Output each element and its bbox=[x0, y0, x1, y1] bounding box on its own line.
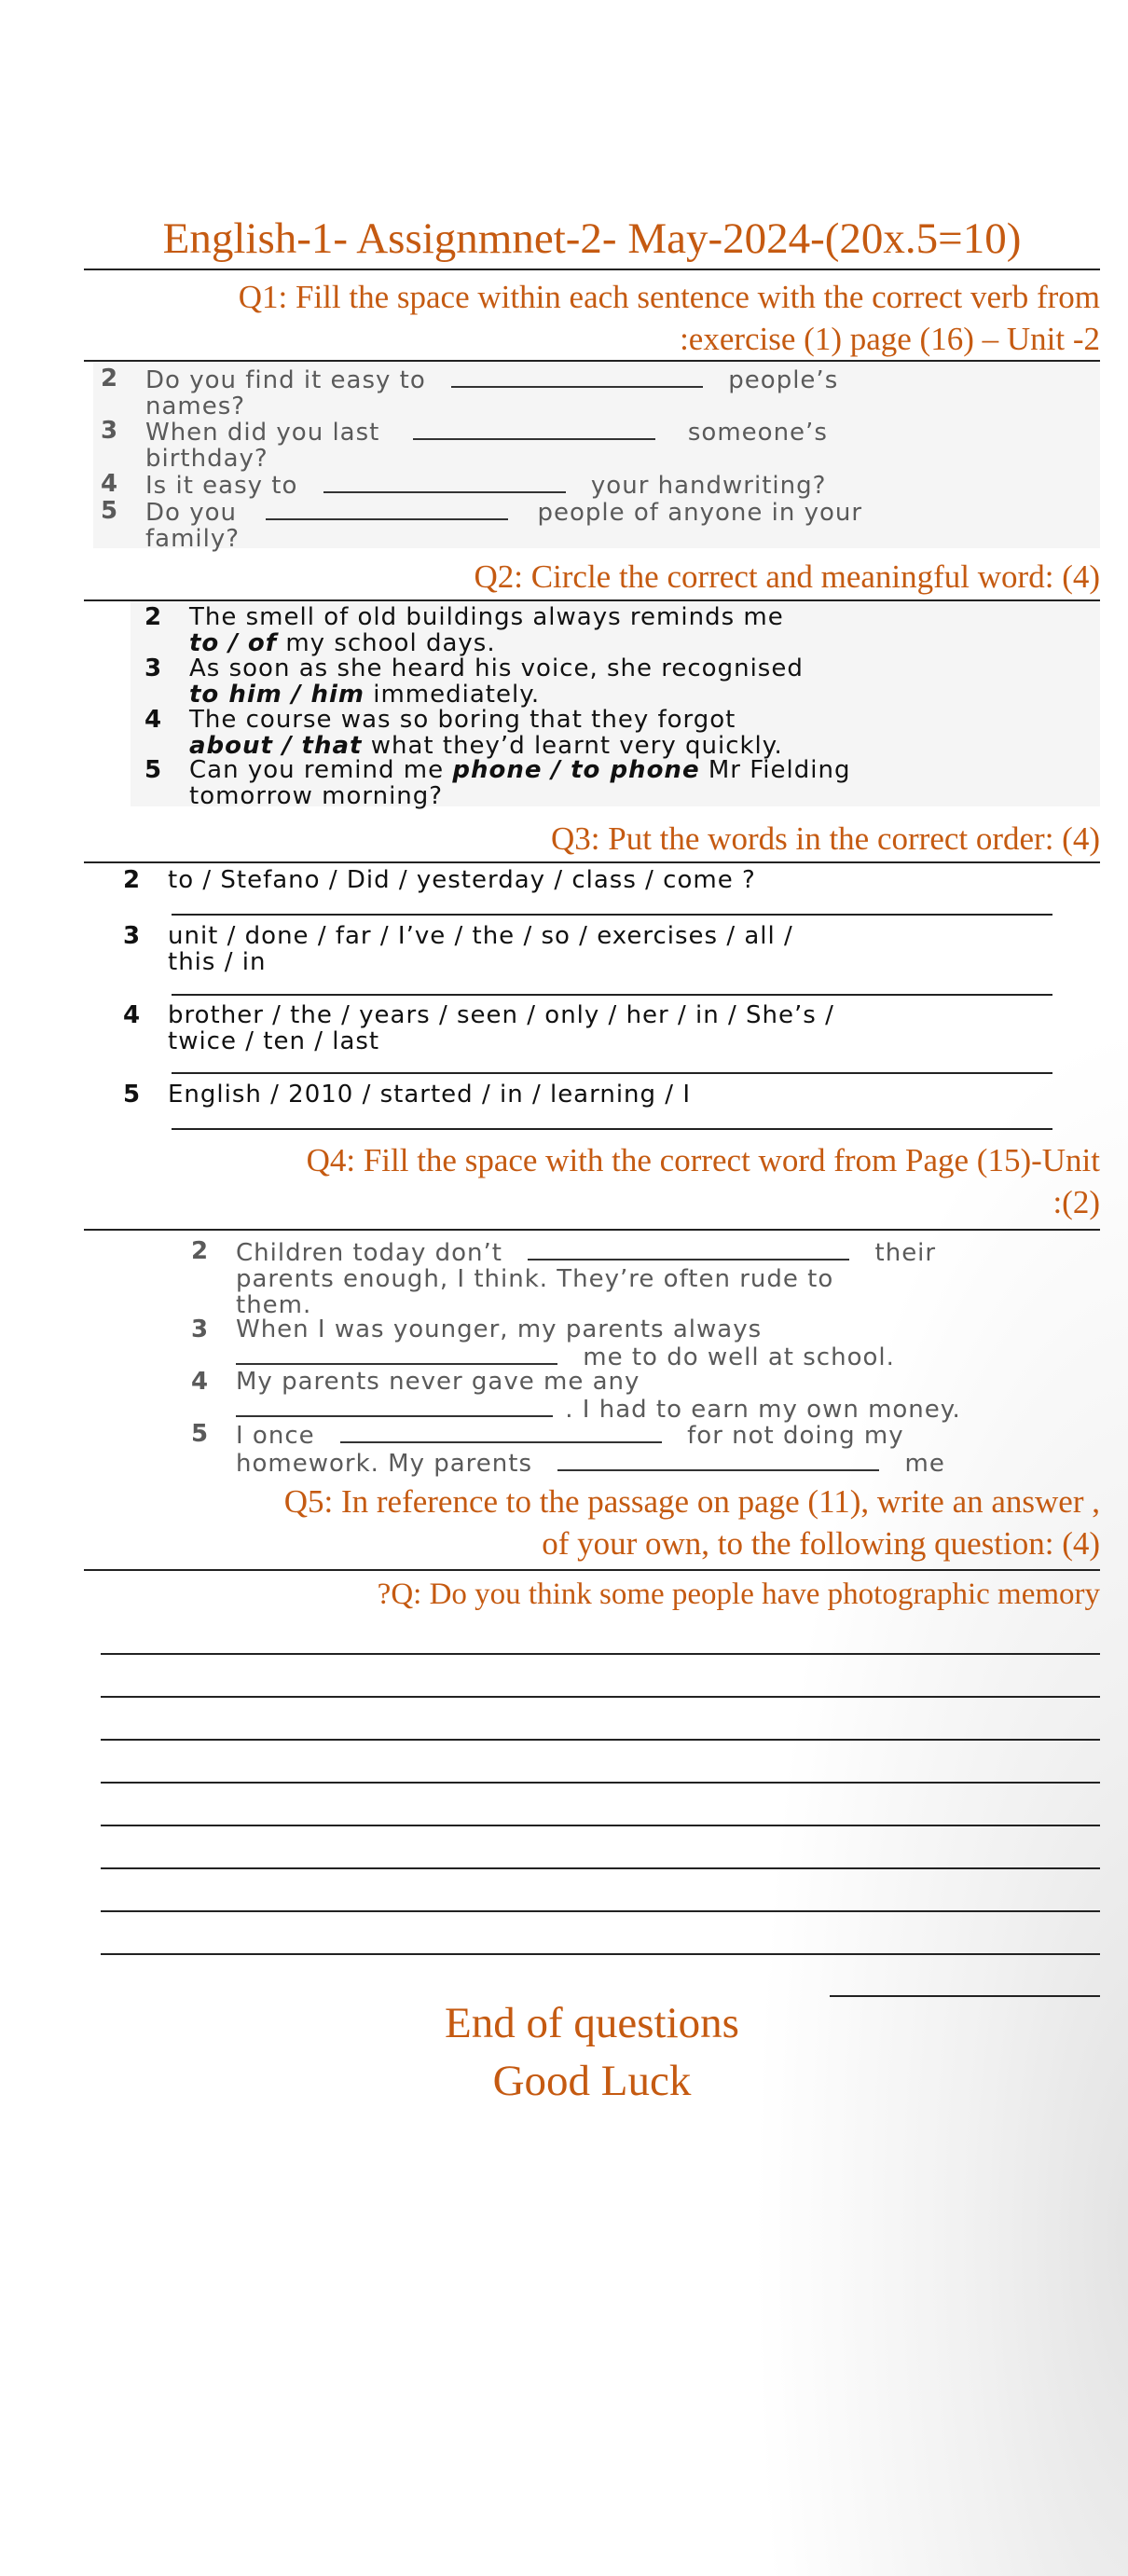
q1-item-4 bbox=[101, 471, 1098, 499]
q4-item-2-line3: them. bbox=[236, 1291, 312, 1319]
q5-answer-line-6[interactable] bbox=[101, 1867, 1100, 1869]
q3-item-5 bbox=[123, 1081, 1093, 1109]
q2-item-2-line1: The smell of old buildings always reminds me bbox=[189, 603, 784, 631]
q3-item-3-line1: unit / done / far / I’ve / the / so / exercises / all / bbox=[168, 922, 793, 950]
q2-item-5-options[interactable]: phone / to phone bbox=[452, 756, 700, 784]
page-title: English-1- Assignmnet-2- May-2024-(20x.5=10) bbox=[162, 214, 1022, 263]
q2-item-5-line2: tomorrow morning? bbox=[189, 782, 444, 810]
q4-heading-line2: :(2) bbox=[1052, 1184, 1100, 1220]
title-divider bbox=[84, 269, 1100, 270]
q4-item-2-blank[interactable] bbox=[528, 1238, 849, 1260]
q2-item-2 bbox=[144, 604, 1105, 656]
q1-item-2-before: Do you find it easy to bbox=[145, 366, 426, 394]
q4-heading bbox=[112, 1139, 1100, 1223]
q2-item-4-options[interactable]: about / that bbox=[189, 732, 363, 760]
q1-item-3-after: someone’s bbox=[687, 419, 828, 447]
q2-item-3-options[interactable]: to him / him bbox=[189, 681, 365, 709]
q1-item-4-before: Is it easy to bbox=[145, 472, 298, 500]
q1-item-2-blank[interactable] bbox=[451, 365, 703, 388]
item-text bbox=[145, 471, 826, 499]
q4-item-4 bbox=[191, 1368, 1086, 1424]
q4-item-3 bbox=[191, 1316, 1086, 1369]
q3-divider bbox=[84, 861, 1100, 863]
q4-item-5-after: for not doing my bbox=[687, 1422, 904, 1450]
item-number: 4 bbox=[123, 1001, 142, 1029]
q1-item-5-cont: family? bbox=[145, 525, 241, 553]
q1-item-2-cont: names? bbox=[145, 393, 246, 420]
item-number: 2 bbox=[191, 1237, 210, 1265]
item-number: 3 bbox=[101, 417, 119, 445]
q1-item-4-blank[interactable] bbox=[323, 471, 566, 493]
item-number: 5 bbox=[101, 497, 119, 525]
q3-item-3 bbox=[123, 923, 1093, 975]
item-text bbox=[168, 1002, 834, 1054]
q3-item-3-answer-line[interactable] bbox=[172, 994, 1052, 996]
q3-item-4-line2: twice / ten / last bbox=[168, 1027, 380, 1055]
item-number: 4 bbox=[144, 706, 163, 734]
item-text bbox=[168, 923, 793, 975]
q4-item-5-line2-before: homework. My parents bbox=[236, 1450, 533, 1478]
item-text bbox=[189, 655, 804, 708]
item-number: 2 bbox=[144, 603, 163, 631]
q1-item-2 bbox=[101, 365, 1098, 421]
q4-item-2-line2: parents enough, I think. They’re often rude to bbox=[236, 1265, 834, 1293]
item-number: 4 bbox=[101, 470, 119, 498]
item-text bbox=[145, 418, 828, 472]
q3-item-2-text: to / Stefano / Did / yesterday / class / come ? bbox=[168, 866, 756, 894]
item-text bbox=[189, 707, 783, 759]
item-text bbox=[145, 365, 838, 420]
q3-item-2-answer-line[interactable] bbox=[172, 914, 1052, 916]
q5-answer-line-3[interactable] bbox=[101, 1739, 1100, 1741]
q5-answer-line-8[interactable] bbox=[101, 1953, 1100, 1955]
q3-item-5-answer-line[interactable] bbox=[172, 1128, 1052, 1130]
item-text bbox=[236, 1421, 945, 1477]
q1-item-3-blank[interactable] bbox=[413, 418, 655, 440]
q4-item-4-blank[interactable] bbox=[236, 1395, 553, 1417]
q2-item-3 bbox=[144, 655, 1105, 708]
item-number: 5 bbox=[191, 1420, 210, 1448]
q4-item-3-line1: When I was younger, my parents always bbox=[236, 1316, 763, 1343]
q5-answer-line-2[interactable] bbox=[101, 1696, 1100, 1698]
item-number: 3 bbox=[191, 1316, 210, 1343]
q5-answer-line-7[interactable] bbox=[101, 1910, 1100, 1912]
q1-item-3 bbox=[101, 418, 1098, 474]
q3-heading: Q3: Put the words in the correct order: (4) bbox=[550, 820, 1100, 857]
q1-item-4-after: your handwriting? bbox=[590, 472, 827, 500]
q2-heading: Q2: Circle the correct and meaningful word: (4) bbox=[474, 558, 1100, 595]
q3-item-4 bbox=[123, 1002, 1093, 1054]
q2-item-2-rest: my school days. bbox=[277, 629, 496, 657]
q4-item-5-blank-1[interactable] bbox=[340, 1421, 662, 1443]
q4-item-2-before: Children today don’t bbox=[236, 1239, 502, 1267]
item-text bbox=[236, 1369, 961, 1423]
q2-item-5-post: Mr Fielding bbox=[699, 756, 851, 784]
item-text bbox=[189, 757, 850, 809]
item-number: 5 bbox=[144, 756, 163, 784]
item-number: 3 bbox=[123, 922, 142, 950]
q4-item-2 bbox=[191, 1237, 1086, 1319]
q2-item-2-options[interactable]: to / of bbox=[189, 629, 278, 657]
q1-item-3-cont: birthday? bbox=[145, 445, 268, 473]
q5-heading bbox=[112, 1481, 1100, 1564]
q1-item-5-blank[interactable] bbox=[266, 498, 508, 520]
q1-item-2-after: people’s bbox=[728, 366, 839, 394]
q4-item-5-before: I once bbox=[236, 1422, 315, 1450]
q2-item-4-line1: The course was so boring that they forgot bbox=[189, 706, 736, 734]
item-number: 4 bbox=[191, 1368, 210, 1396]
item-text bbox=[189, 604, 784, 656]
q5-heading-line2: of your own, to the following question: (4) bbox=[542, 1525, 1100, 1562]
q2-item-3-line1: As soon as she heard his voice, she recognised bbox=[189, 654, 804, 682]
q4-item-5-blank-2[interactable] bbox=[557, 1449, 879, 1471]
q4-item-5-line2-after: me bbox=[904, 1450, 945, 1478]
item-number: 2 bbox=[101, 365, 119, 393]
q2-item-5 bbox=[144, 757, 1105, 809]
q5-answer-line-5[interactable] bbox=[101, 1825, 1100, 1826]
q3-item-3-line2: this / in bbox=[168, 948, 267, 976]
item-text bbox=[145, 498, 862, 552]
q2-item-4-rest: what they’d learnt very quickly. bbox=[362, 732, 783, 760]
q2-item-3-rest: immediately. bbox=[364, 681, 541, 709]
good-luck: Good Luck bbox=[492, 2057, 692, 2105]
end-of-questions: End of questions bbox=[445, 1999, 739, 2047]
q1-heading bbox=[112, 276, 1100, 360]
q1-item-5-before: Do you bbox=[145, 499, 237, 527]
q1-heading-line1: Q1: Fill the space within each sentence with the correct verb from bbox=[238, 279, 1100, 315]
q2-item-4 bbox=[144, 707, 1105, 759]
q3-item-4-answer-line[interactable] bbox=[172, 1072, 1052, 1074]
q3-item-5-text: English / 2010 / started / in / learning / I bbox=[168, 1081, 691, 1109]
q4-divider bbox=[84, 1229, 1100, 1231]
q4-item-4-line1: My parents never gave me any bbox=[236, 1368, 640, 1396]
q4-item-2-after: their bbox=[874, 1239, 937, 1267]
item-number: 3 bbox=[144, 654, 163, 682]
item-number: 2 bbox=[123, 866, 142, 894]
q2-item-5-pre: Can you remind me bbox=[189, 756, 453, 784]
q3-item-4-line1: brother / the / years / seen / only / her / in / She’s / bbox=[168, 1001, 834, 1029]
q1-item-5 bbox=[101, 498, 1098, 554]
q4-item-3-after: me to do well at school. bbox=[583, 1343, 895, 1371]
q4-item-4-after: . I had to earn my own money. bbox=[565, 1396, 961, 1424]
q4-heading-line1: Q4: Fill the space with the correct word from Page (15)-Unit bbox=[306, 1142, 1100, 1178]
q4-item-5 bbox=[191, 1420, 1086, 1478]
q5-question: ?Q: Do you think some people have photographic memory bbox=[377, 1577, 1100, 1611]
q5-heading-line1: Q5: In reference to the passage on page (11), write an answer , bbox=[283, 1483, 1100, 1520]
q5-divider bbox=[84, 1569, 1100, 1571]
q1-item-5-after: people of anyone in your bbox=[537, 499, 863, 527]
item-text bbox=[236, 1238, 936, 1318]
q3-item-2 bbox=[123, 867, 1093, 895]
q5-answer-line-1[interactable] bbox=[101, 1653, 1100, 1655]
q1-heading-line2: :exercise (1) page (16) – Unit -2 bbox=[680, 321, 1100, 357]
item-number: 5 bbox=[123, 1081, 142, 1109]
item-text bbox=[236, 1316, 895, 1371]
q5-answer-line-4[interactable] bbox=[101, 1782, 1100, 1784]
q4-item-3-blank[interactable] bbox=[236, 1343, 557, 1365]
q1-item-3-before: When did you last bbox=[145, 419, 380, 447]
